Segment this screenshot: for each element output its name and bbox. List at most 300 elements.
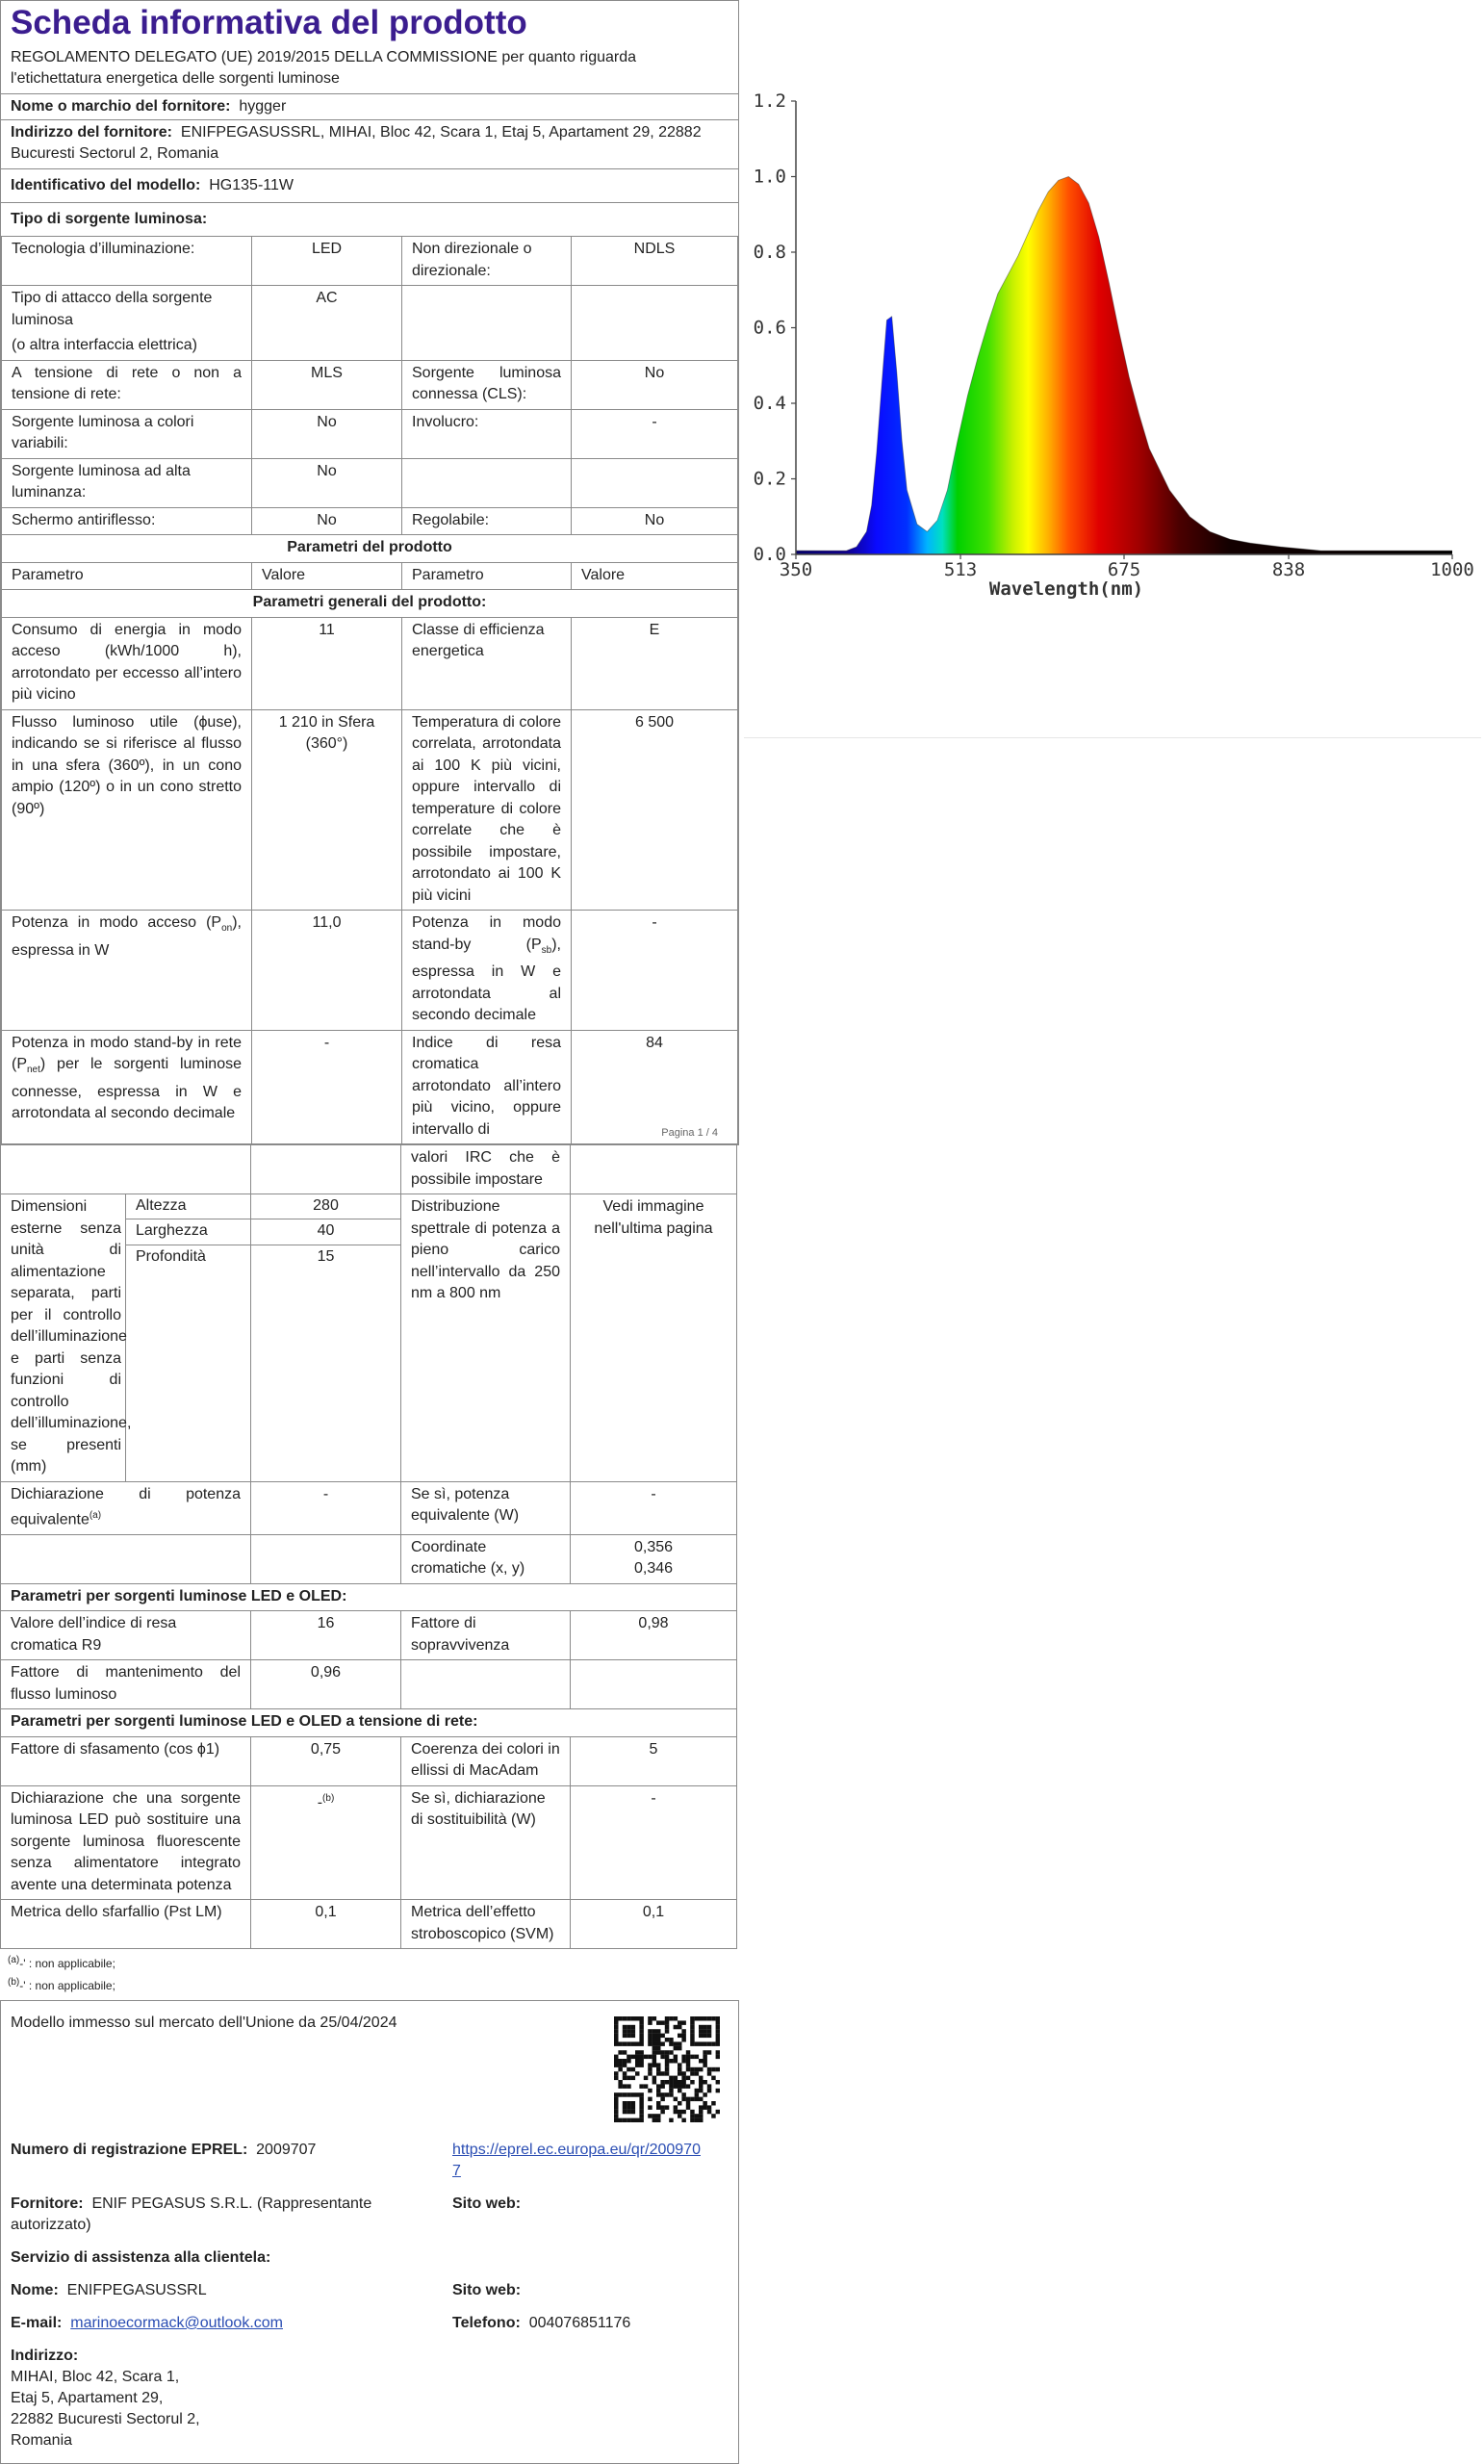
qr-module xyxy=(678,2041,681,2045)
value-cell: - xyxy=(252,1030,402,1144)
qr-module xyxy=(614,2034,618,2038)
qr-module xyxy=(716,2050,720,2054)
dim-value-depth: 15 xyxy=(251,1245,401,1481)
qr-module xyxy=(627,2105,630,2109)
qr-module xyxy=(703,2016,706,2020)
qr-module xyxy=(652,2029,656,2033)
param-cell: Valore dell’indice di resa cromatica R9 xyxy=(1,1611,251,1660)
qr-module xyxy=(639,2105,643,2109)
qr-module xyxy=(639,2041,643,2045)
qr-module xyxy=(707,2041,711,2045)
qr-module xyxy=(686,2050,690,2054)
qr-module xyxy=(627,2101,630,2105)
qr-module xyxy=(699,2110,703,2114)
param-cell xyxy=(402,458,572,507)
address-row xyxy=(1,119,738,168)
qr-module xyxy=(627,2092,630,2096)
qr-module xyxy=(648,2034,652,2038)
qr-module xyxy=(656,2050,660,2054)
qr-module xyxy=(690,2055,694,2059)
value-cell: AC xyxy=(252,286,402,361)
y-tick-label: 0.6 xyxy=(753,317,786,339)
qr-module xyxy=(623,2118,627,2122)
source-table xyxy=(1,236,738,1144)
qr-module xyxy=(716,2110,720,2114)
qr-module xyxy=(631,2055,635,2059)
x-tick-label: 513 xyxy=(943,559,978,580)
qr-module xyxy=(631,2025,635,2029)
table-row xyxy=(1,1145,737,1194)
qr-module xyxy=(674,2025,678,2029)
qr-module xyxy=(652,2038,656,2041)
qr-module xyxy=(639,2110,643,2114)
value-cell: - xyxy=(572,911,738,1031)
param-cell: Dichiarazione che una sorgente luminosa LED può sostituire una sorgente luminosa fluorescente senza alimentatore integrato avente una determinata potenza xyxy=(1,1785,251,1900)
dim-name-depth: Profondità xyxy=(126,1245,251,1481)
qr-module xyxy=(669,2059,673,2063)
param-cell: Distribuzione spettrale di potenza a pieno carico nell’intervallo da 250 nm a 800 nm xyxy=(401,1194,571,1482)
qr-module xyxy=(703,2092,706,2096)
qr-module xyxy=(660,2055,664,2059)
qr-module xyxy=(623,2059,627,2063)
param-cell xyxy=(402,286,572,361)
value-cell xyxy=(251,1534,401,1583)
eprel-box xyxy=(0,2000,739,2464)
y-tick-label: 0.2 xyxy=(753,468,786,490)
qr-module xyxy=(665,2016,669,2020)
param-note: (o altra interfaccia elettrica) xyxy=(12,337,197,353)
table-row xyxy=(2,709,738,911)
qr-module xyxy=(695,2055,699,2059)
qr-module xyxy=(618,2063,622,2066)
qr-module xyxy=(707,2034,711,2038)
qr-module xyxy=(681,2092,685,2096)
qr-module xyxy=(686,2055,690,2059)
value-cell: 1 210 in Sfera (360°) xyxy=(252,709,402,911)
table-row xyxy=(1,1785,737,1900)
qr-module xyxy=(652,2114,656,2118)
qr-module xyxy=(690,2110,694,2114)
qr-module xyxy=(695,2118,699,2122)
qr-module xyxy=(665,2071,669,2075)
eprel-reg-label: Numero di registrazione EPREL: xyxy=(11,2142,248,2158)
value-cell: - xyxy=(251,1481,401,1534)
qr-module xyxy=(614,2063,618,2066)
qr-module xyxy=(656,2063,660,2066)
qr-module xyxy=(648,2089,652,2092)
model-label: Identificativo del modello: xyxy=(11,177,201,193)
qr-module xyxy=(648,2063,652,2066)
dim-value-width: 40 xyxy=(251,1219,401,1245)
qr-module xyxy=(631,2118,635,2122)
qr-module xyxy=(660,2041,664,2045)
mains-header-row xyxy=(1,1709,737,1737)
qr-module xyxy=(703,2055,706,2059)
qr-module xyxy=(699,2025,703,2029)
qr-module xyxy=(699,2114,703,2118)
qr-module xyxy=(674,2105,678,2109)
qr-module xyxy=(656,2084,660,2088)
qr-module xyxy=(614,2114,618,2118)
source-type-header: Tipo di sorgente luminosa: xyxy=(1,202,738,236)
qr-module xyxy=(614,2071,618,2075)
qr-module xyxy=(639,2038,643,2041)
value-text: - xyxy=(317,1794,323,1811)
spectrum-area xyxy=(796,177,1452,555)
qr-module xyxy=(699,2034,703,2038)
qr-module xyxy=(652,2041,656,2045)
qr-module xyxy=(639,2016,643,2020)
qr-module xyxy=(690,2080,694,2084)
qr-module xyxy=(639,2063,643,2066)
footnote xyxy=(8,1951,737,1973)
qr-module xyxy=(690,2041,694,2045)
supplier-label: Nome o marchio del fornitore: xyxy=(11,98,231,115)
qr-module xyxy=(627,2076,630,2080)
qr-module xyxy=(707,2067,711,2071)
service-name-value: ENIFPEGASUSSRL xyxy=(66,2282,207,2298)
qr-module xyxy=(639,2034,643,2038)
supplier-value: hygger xyxy=(239,98,287,115)
qr-module xyxy=(656,2092,660,2096)
table-row xyxy=(2,237,738,286)
table-row xyxy=(2,458,738,507)
dimensions-label: Dimensioni esterne senza unità di alimentazione separata, parti per il controllo dell’illuminazione e parti senza funzioni di controllo dell’illuminazione, se presenti (mm) xyxy=(1,1194,126,1482)
value-cell: 84 xyxy=(572,1030,738,1144)
qr-module xyxy=(635,2055,639,2059)
qr-module xyxy=(703,2101,706,2105)
qr-module xyxy=(703,2063,706,2066)
qr-module xyxy=(695,2041,699,2045)
qr-module xyxy=(614,2029,618,2033)
param-cell: Tecnologia d’illuminazione: xyxy=(2,237,252,286)
qr-module xyxy=(623,2029,627,2033)
table-row xyxy=(1,1534,737,1583)
param-cell: Fattore di sfasamento (cos ϕ1) xyxy=(1,1736,251,1785)
qr-module xyxy=(644,2084,648,2088)
param-cell: A tensione di rete o non a tensione di rete: xyxy=(2,360,252,409)
dim-name-height: Altezza xyxy=(126,1194,251,1219)
param-text: Tipo di attacco della sorgente luminosa xyxy=(12,290,213,328)
param-cell: Sorgente luminosa a colori variabili: xyxy=(2,409,252,458)
qr-module xyxy=(631,2067,635,2071)
qr-module xyxy=(627,2118,630,2122)
qr-module xyxy=(716,2041,720,2045)
table-row xyxy=(1,1611,737,1660)
address-value: ENIFPEGASUSSRL, MIHAI, Bloc 42, Scara 1, Etaj 5, Apartament 29, 22882 Bucuresti Sectorul 2, Romania xyxy=(11,124,702,162)
qr-module xyxy=(627,2084,630,2088)
qr-module xyxy=(681,2055,685,2059)
qr-module xyxy=(627,2029,630,2033)
qr-module xyxy=(665,2055,669,2059)
x-tick-label: 838 xyxy=(1271,559,1306,580)
qr-module xyxy=(627,2059,630,2063)
qr-module xyxy=(644,2055,648,2059)
qr-module xyxy=(631,2041,635,2045)
phone-row xyxy=(452,2313,630,2334)
qr-module xyxy=(614,2092,618,2096)
qr-module xyxy=(669,2076,673,2080)
qr-module xyxy=(674,2110,678,2114)
qr-module xyxy=(665,2020,669,2024)
value-cell: 11,0 xyxy=(252,911,402,1031)
qr-module xyxy=(656,2020,660,2024)
param-cell: Regolabile: xyxy=(402,507,572,535)
qr-module xyxy=(660,2105,664,2109)
qr-module xyxy=(614,2025,618,2029)
value-cell: 0,1 xyxy=(251,1900,401,1949)
address-line: Romania xyxy=(11,2432,73,2449)
table-row xyxy=(2,911,738,1031)
qr-module xyxy=(703,2034,706,2038)
qr-module xyxy=(681,2020,685,2024)
value-cell: 0,1 xyxy=(571,1900,737,1949)
model-value: HG135-11W xyxy=(209,177,294,193)
qr-module xyxy=(678,2089,681,2092)
qr-module xyxy=(699,2016,703,2020)
qr-module xyxy=(711,2041,715,2045)
table-row xyxy=(2,286,738,361)
supplier-row xyxy=(1,93,738,119)
qr-module xyxy=(660,2071,664,2075)
value-cell: 5 xyxy=(571,1736,737,1785)
qr-module xyxy=(674,2046,678,2050)
param-cell: Se sì, dichiarazione di sostituibilità (W) xyxy=(401,1785,571,1900)
qr-module xyxy=(631,2029,635,2033)
qr-module xyxy=(690,2038,694,2041)
qr-module xyxy=(648,2020,652,2024)
param-cell: Coerenza dei colori in ellissi di MacAdam xyxy=(401,1736,571,1785)
qr-module xyxy=(623,2016,627,2020)
y-tick-label: 1.0 xyxy=(753,166,786,188)
qr-module xyxy=(686,2059,690,2063)
continued-table xyxy=(0,1145,737,1949)
qr-module xyxy=(703,2105,706,2109)
value-cell: 11 xyxy=(252,617,402,709)
qr-module xyxy=(635,2016,639,2020)
qr-module xyxy=(716,2029,720,2033)
param-cell xyxy=(2,286,252,361)
param-cell: Fattore di mantenimento del flusso luminoso xyxy=(1,1660,251,1709)
market-date: Modello immesso sul mercato dell'Unione da 25/04/2024 xyxy=(11,2015,397,2031)
footnote-ref: (a) xyxy=(89,1510,102,1521)
qr-module xyxy=(686,2076,690,2080)
general-params-header: Parametri generali del prodotto: xyxy=(2,590,738,618)
qr-module xyxy=(681,2110,685,2114)
phone-label: Telefono: xyxy=(452,2315,521,2331)
qr-module xyxy=(681,2059,685,2063)
qr-module xyxy=(674,2080,678,2084)
qr-module xyxy=(635,2050,639,2054)
qr-module xyxy=(695,2089,699,2092)
footnote-mark: (b) xyxy=(8,1977,20,1989)
qr-module xyxy=(648,2055,652,2059)
qr-module xyxy=(656,2105,660,2109)
qr-module xyxy=(652,2050,656,2054)
x-tick-label: 1000 xyxy=(1430,559,1474,580)
qr-module xyxy=(707,2016,711,2020)
qr-module xyxy=(678,2025,681,2029)
qr-module xyxy=(703,2059,706,2063)
address-line: MIHAI, Bloc 42, Scara 1, xyxy=(11,2369,180,2385)
qr-module xyxy=(656,2038,660,2041)
table-row xyxy=(2,409,738,458)
qr-module xyxy=(631,2034,635,2038)
qr-module xyxy=(656,2029,660,2033)
qr-module xyxy=(716,2020,720,2024)
qr-module xyxy=(635,2063,639,2066)
qr-module xyxy=(690,2118,694,2122)
qr-module xyxy=(627,2067,630,2071)
qr-module xyxy=(656,2071,660,2075)
y-tick-label: 0.4 xyxy=(753,393,786,414)
phone-value: 004076851176 xyxy=(528,2315,631,2331)
qr-module xyxy=(669,2092,673,2096)
qr-module xyxy=(669,2080,673,2084)
qr-module xyxy=(648,2041,652,2045)
qr-module xyxy=(631,2092,635,2096)
qr-module xyxy=(627,2041,630,2045)
y-tick-label: 0.0 xyxy=(753,544,786,565)
address-label: Indirizzo: xyxy=(11,2348,79,2364)
qr-module xyxy=(699,2041,703,2045)
qr-module xyxy=(623,2084,627,2088)
qr-module xyxy=(614,2076,618,2080)
qr-module xyxy=(656,2101,660,2105)
mains-params-header: Parametri per sorgenti luminose LED e OLED a tensione di rete: xyxy=(1,1709,737,1737)
table-row xyxy=(1,1660,737,1709)
table-row xyxy=(2,617,738,709)
param-text: ) per le sorgenti luminose connesse, espressa in W e arrotondata al secondo decimale xyxy=(12,1056,242,1122)
qr-module xyxy=(627,2025,630,2029)
qr-module xyxy=(716,2080,720,2084)
footnote xyxy=(8,1973,737,1995)
qr-module xyxy=(674,2059,678,2063)
value-cell: - xyxy=(571,1785,737,1900)
email-row xyxy=(11,2313,283,2334)
param-text: Potenza in modo acceso (P xyxy=(12,914,222,931)
value-cell: LED xyxy=(252,237,402,286)
qr-module xyxy=(614,2016,618,2020)
qr-module xyxy=(674,2041,678,2045)
param-cell: valori IRC che è possibile impostare xyxy=(401,1145,571,1194)
chroma-x: 0,356 xyxy=(633,1538,674,1555)
product-params-header-row xyxy=(2,535,738,563)
qr-module xyxy=(686,2063,690,2066)
param-cell: Sorgente luminosa connessa (CLS): xyxy=(402,360,572,409)
qr-module xyxy=(614,2055,618,2059)
table-row xyxy=(1,1481,737,1534)
param-cell: Metrica dell’effetto stroboscopico (SVM) xyxy=(401,1900,571,1949)
qr-module xyxy=(678,2114,681,2118)
qr-module xyxy=(703,2025,706,2029)
value-cell: No xyxy=(252,409,402,458)
regulation-text: REGOLAMENTO DELEGATO (UE) 2019/2015 DELLA COMMISSIONE per quanto riguarda l'etichettatura energetica delle sorgenti luminose xyxy=(11,49,637,87)
qr-module xyxy=(623,2071,627,2075)
qr-module xyxy=(707,2089,711,2092)
param-subscript: sb xyxy=(541,944,552,956)
qr-module xyxy=(707,2105,711,2109)
qr-module xyxy=(665,2092,669,2096)
qr-module xyxy=(631,2105,635,2109)
qr-module xyxy=(686,2105,690,2109)
qr-module xyxy=(623,2063,627,2066)
qr-module xyxy=(665,2025,669,2029)
qr-module xyxy=(711,2067,715,2071)
qr-module xyxy=(690,2016,694,2020)
qr-module xyxy=(665,2038,669,2041)
eprel-reg-row xyxy=(11,2140,316,2161)
qr-module xyxy=(707,2050,711,2054)
qr-module xyxy=(703,2050,706,2054)
col-header-value: Valore xyxy=(572,562,738,590)
value-cell: No xyxy=(252,458,402,507)
qr-module xyxy=(678,2063,681,2066)
qr-module xyxy=(652,2016,656,2020)
qr-module xyxy=(681,2076,685,2080)
qr-module xyxy=(699,2084,703,2088)
model-row xyxy=(1,168,738,202)
qr-module xyxy=(614,2041,618,2045)
qr-module xyxy=(711,2114,715,2118)
param-cell xyxy=(2,911,252,1031)
qr-module xyxy=(614,2059,618,2063)
qr-module xyxy=(690,2025,694,2029)
qr-module xyxy=(711,2076,715,2080)
qr-module xyxy=(665,2050,669,2054)
eprel-url-link[interactable]: https://eprel.ec.europa.eu/qr/2009707 xyxy=(452,2142,701,2179)
qr-module xyxy=(674,2055,678,2059)
qr-module xyxy=(660,2110,664,2114)
qr-module xyxy=(716,2055,720,2059)
qr-code-icon[interactable] xyxy=(614,2016,720,2122)
param-text: ), espressa in W e arrotondata al secondo decimale xyxy=(412,936,561,1024)
qr-module xyxy=(652,2046,656,2050)
table-row xyxy=(1,1736,737,1785)
qr-module xyxy=(635,2041,639,2045)
qr-module xyxy=(678,2071,681,2075)
qr-module xyxy=(674,2097,678,2101)
email-link[interactable]: marinoecormack@outlook.com xyxy=(70,2315,283,2331)
footnotes xyxy=(0,1951,737,1995)
qr-module xyxy=(635,2118,639,2122)
qr-module xyxy=(614,2097,618,2101)
qr-module xyxy=(707,2071,711,2075)
website2-label: Sito web: xyxy=(452,2282,522,2298)
qr-module xyxy=(707,2084,711,2088)
website-label: Sito web: xyxy=(452,2195,522,2212)
qr-module xyxy=(681,2029,685,2033)
dim-name-width: Larghezza xyxy=(126,1219,251,1245)
eprel-url-wrap xyxy=(452,2140,703,2182)
qr-module xyxy=(623,2041,627,2045)
value-cell xyxy=(251,1785,401,1900)
qr-module xyxy=(631,2110,635,2114)
qr-module xyxy=(699,2097,703,2101)
value-cell: E xyxy=(572,617,738,709)
qr-module xyxy=(627,2016,630,2020)
param-cell: Consumo di energia in modo acceso (kWh/1000 h), arrotondato per eccesso all’intero più vicino xyxy=(2,617,252,709)
x-axis-label: Wavelength(nm) xyxy=(988,578,1144,600)
param-cell: Sorgente luminosa ad alta luminanza: xyxy=(2,458,252,507)
qr-module xyxy=(635,2071,639,2075)
qr-module xyxy=(614,2110,618,2114)
qr-module xyxy=(707,2029,711,2033)
qr-module xyxy=(690,2114,694,2118)
value-cell: - xyxy=(571,1481,737,1534)
param-cell xyxy=(1,1534,251,1583)
qr-module xyxy=(669,2089,673,2092)
